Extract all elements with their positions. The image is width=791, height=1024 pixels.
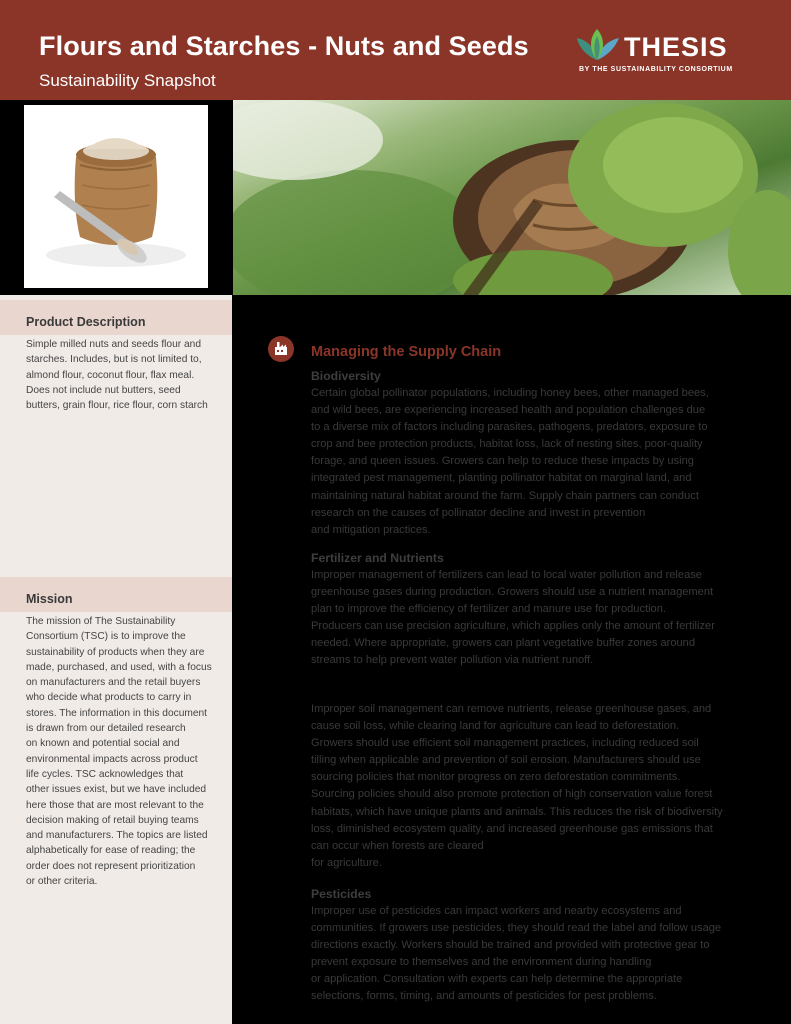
- text-line: almond flour, coconut flour, flax meal.: [26, 369, 195, 381]
- text-line: life cycles. TSC acknowledges that: [26, 768, 184, 780]
- text-line: Producers can use precision agriculture, which applies only the amount of fertilizer: [311, 620, 715, 633]
- page-title: Flours and Starches - Nuts and Seeds: [39, 31, 529, 61]
- text-line: is drawn from our detailed research: [26, 723, 186, 735]
- fertilizer-text: [311, 567, 751, 670]
- biodiversity-text: [311, 385, 751, 539]
- text-line: other issues exist, but we have included: [26, 784, 207, 796]
- main-content: [232, 295, 791, 1024]
- text-line: crop and bee protection products, habitat loss, lack of nesting sites, poor-quality: [311, 438, 703, 451]
- text-line: sustainability of products when they are: [26, 646, 205, 658]
- text-line: for agriculture.: [311, 856, 382, 869]
- text-line: plan to improve the efficiency of fertilizer and manure use for production.: [311, 603, 666, 616]
- text-line: communities. If growers use pesticides, they should read the label and follow usage: [311, 922, 722, 935]
- text-line: The mission of The Sustainability: [26, 616, 176, 627]
- text-line: to a diverse mix of factors including parasites, pathogens, predators, exposure to: [311, 421, 708, 434]
- text-line: forage, and queen issues. Growers can help to reduce these impacts by using: [311, 455, 694, 468]
- text-line: Improper soil management can remove nutrients, release greenhouse gases, and: [311, 703, 712, 715]
- text-line: and wild bees, are experiencing increased health and population challenges due: [311, 404, 706, 417]
- pesticides-heading: Pesticides: [311, 887, 372, 901]
- text-line: tilling when applicable and prevention of soil erosion. Manufacturers should use: [311, 754, 701, 767]
- text-line: environmental impacts across product: [26, 753, 198, 765]
- product-description-text: [26, 337, 224, 413]
- header-banner: [0, 0, 791, 100]
- text-line: loss, diminished ecosystem quality, and increased greenhouse gas emissions that: [311, 822, 713, 835]
- product-description-heading: Product Description: [0, 300, 232, 335]
- text-line: Improper management of fertilizers can lead to local water pollution and release: [311, 569, 702, 581]
- text-line: cause soil loss, while clearing land for agriculture can lead to deforestation.: [311, 720, 680, 733]
- walnut-husk-image: [233, 100, 791, 295]
- text-line: directions exactly. Workers should be trained and provided with protective gear to: [311, 939, 710, 952]
- land-use-text: [311, 701, 751, 872]
- text-line: selections, forms, timing, and amounts of pesticides for pest problems.: [311, 990, 657, 1003]
- text-line: on manufacturers and the retail buyers: [26, 677, 201, 689]
- pesticides-text: [311, 903, 751, 1006]
- biodiversity-heading: Biodiversity: [311, 369, 381, 383]
- text-line: integrated pest management, planting pollinator habitat on marginal land, and: [311, 472, 692, 485]
- text-line: Certain global pollinator populations, including honey bees, other managed bees,: [311, 387, 709, 399]
- text-line: streams to help prevent water pollution via nutrient runoff.: [311, 654, 594, 667]
- text-line: starches. Includes, but is not limited to,: [26, 354, 202, 366]
- text-line: who decide what products to carry in: [26, 692, 192, 704]
- logo-tagline: BY THE SUSTAINABILITY CONSORTIUM: [579, 66, 733, 73]
- fertilizer-heading: Fertilizer and Nutrients: [311, 551, 444, 565]
- mission-heading: Mission: [0, 577, 232, 612]
- logo-wordmark: THESIS: [624, 32, 728, 62]
- text-line: here those that are most relevant to the: [26, 799, 204, 811]
- thesis-logo: [575, 28, 745, 76]
- text-line: Sourcing policies should also promote protection of high conservation value forest: [311, 788, 713, 801]
- page-subtitle: Sustainability Snapshot: [39, 71, 216, 90]
- text-line: Growers should use efficient soil management practices, including reduced soil: [311, 737, 699, 750]
- text-line: greenhouse gases during production. Growers should use a nutrient management: [311, 586, 714, 599]
- text-line: can occur when forests are cleared: [311, 839, 484, 852]
- text-line: needed. Where appropriate, growers can plant vegetative buffer zones around: [311, 637, 696, 650]
- flour-sack-image: [24, 105, 208, 288]
- text-line: Consortium (TSC) is to improve the: [26, 631, 186, 643]
- text-line: prevent exposure to themselves and the environment during handling: [311, 956, 652, 969]
- text-line: Does not include nut butters, seed: [26, 384, 181, 396]
- text-line: or application. Consultation with experts can help determine the appropriate: [311, 973, 683, 986]
- text-line: sourcing policies that monitor progress on zero deforestation commitments.: [311, 771, 681, 784]
- text-line: decision making of retail buying teams: [26, 814, 199, 826]
- text-line: or other criteria.: [26, 876, 98, 888]
- text-line: maintaining natural habitat around the farm. Supply chain partners can conduct: [311, 489, 699, 502]
- text-line: and mitigation practices.: [311, 523, 431, 536]
- text-line: butters, grain flour, rice flour, corn starch: [26, 400, 208, 412]
- text-line: order does not represent prioritization: [26, 860, 196, 872]
- factory-icon: [268, 336, 294, 362]
- text-line: alphabetically for ease of reading; the: [26, 845, 196, 857]
- text-line: stores. The information in this document: [26, 707, 208, 719]
- text-line: made, purchased, and used, with a focus: [26, 661, 212, 673]
- mission-text: [26, 614, 224, 889]
- text-line: research on the causes of pollinator decline and invest in prevention: [311, 506, 646, 519]
- text-line: and manufacturers. The topics are listed: [26, 830, 208, 842]
- leaf-logo-icon: [575, 28, 621, 62]
- text-line: Simple milled nuts and seeds flour and: [26, 339, 201, 350]
- text-line: habitats, which have unique plants and animals. This reduces the risk of biodiversity: [311, 805, 723, 818]
- image-band: [0, 100, 791, 295]
- section-title: Managing the Supply Chain: [311, 344, 502, 360]
- sidebar: [0, 295, 232, 1024]
- text-line: on known and potential social and: [26, 738, 180, 750]
- text-line: Improper use of pesticides can impact workers and nearby ecosystems and: [311, 905, 682, 917]
